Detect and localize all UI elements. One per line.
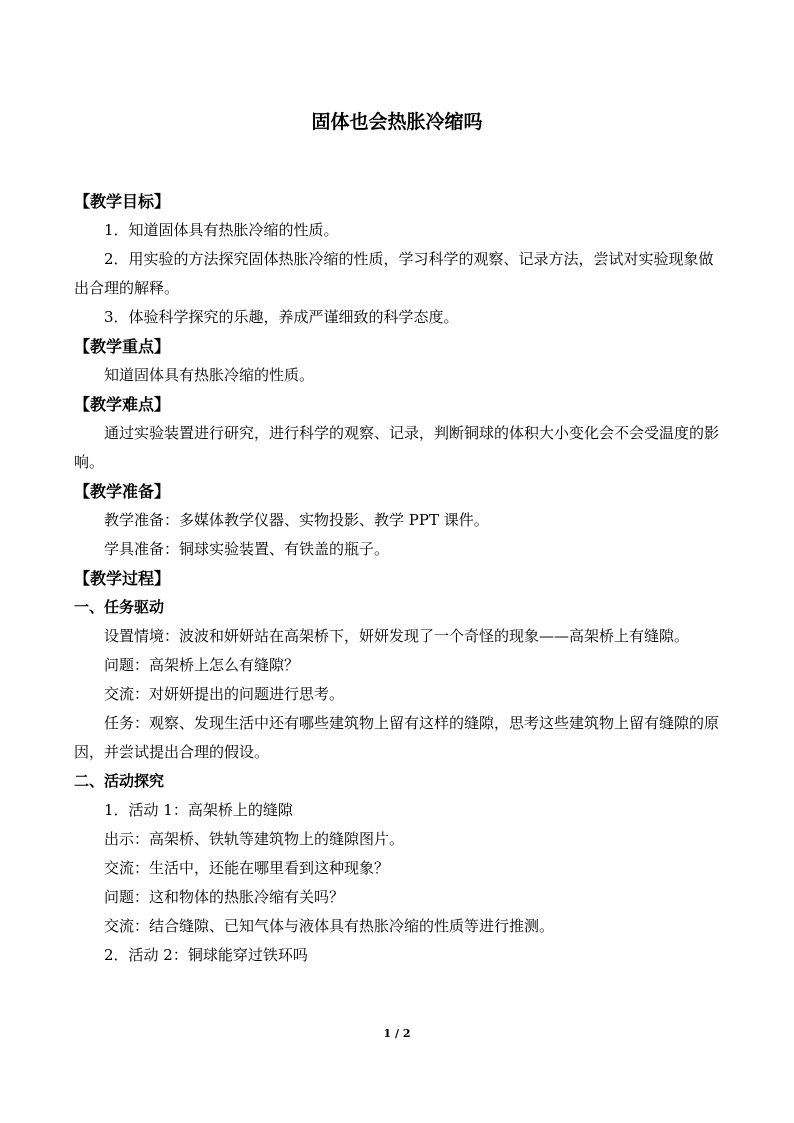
objective-3: 3．体验科学探究的乐趣，养成严谨细致的科学态度。: [104, 308, 459, 326]
preparation-heading: 【教学准备】: [74, 482, 171, 501]
part1-heading: 一、任务驱动: [74, 598, 165, 616]
activity1-question: 问题：这和物体的热胀冷缩有关吗？: [104, 888, 345, 906]
prep-teacher: 教学准备：多媒体教学仪器、实物投影、教学 PPT 课件。: [104, 511, 489, 529]
document-title: 固体也会热胀冷缩吗: [311, 111, 483, 133]
difficulty-heading: 【教学难点】: [74, 395, 171, 414]
process-heading: 【教学过程】: [74, 569, 171, 588]
objectives-heading: 【教学目标】: [74, 192, 171, 211]
part1-exchange: 交流：对妍妍提出的问题进行思考。: [104, 685, 345, 703]
part1-task: 任务：观察、发现生活中还有哪些建筑物上留有这样的缝隙，思考这些建筑物上留有缝隙的原因，并尝试提出合理的假设。: [74, 714, 720, 761]
activity1-exchange1: 交流：生活中，还能在哪里看到这种现象？: [104, 859, 390, 877]
part1-question: 问题：高架桥上怎么有缝隙？: [104, 656, 300, 674]
key-point-heading: 【教学重点】: [74, 337, 171, 356]
objective-1: 1．知道固体具有热胀冷缩的性质。: [104, 221, 339, 239]
activity1-show: 出示：高架桥、铁轨等建筑物上的缝隙图片。: [104, 830, 405, 848]
difficulty: 通过实验装置进行研究，进行科学的观察、记录，判断铜球的体积大小变化会不会受温度的影响。: [74, 424, 720, 471]
activity1-exchange2: 交流：结合缝隙、已知气体与液体具有热胀冷缩的性质等进行推测。: [104, 917, 555, 935]
objective-2: 2．用实验的方法探究固体热胀冷缩的性质，学习科学的观察、记录方法，尝试对实验现象做出合理的解释。: [74, 250, 714, 297]
page-number: 1 / 2: [383, 1027, 411, 1040]
part1-scenario: 设置情境：波波和妍妍站在高架桥下，妍妍发现了一个奇怪的现象——高架桥上有缝隙。: [104, 627, 690, 645]
key-point: 知道固体具有热胀冷缩的性质。: [104, 366, 315, 384]
part2-heading: 二、活动探究: [74, 772, 165, 790]
activity2: 2．活动 2：铜球能穿过铁环吗: [104, 946, 308, 964]
prep-student: 学具准备：铜球实验装置、有铁盖的瓶子。: [104, 540, 390, 558]
document-body: [74, 187, 724, 970]
activity1: 1．活动 1：高架桥上的缝隙: [104, 801, 293, 819]
